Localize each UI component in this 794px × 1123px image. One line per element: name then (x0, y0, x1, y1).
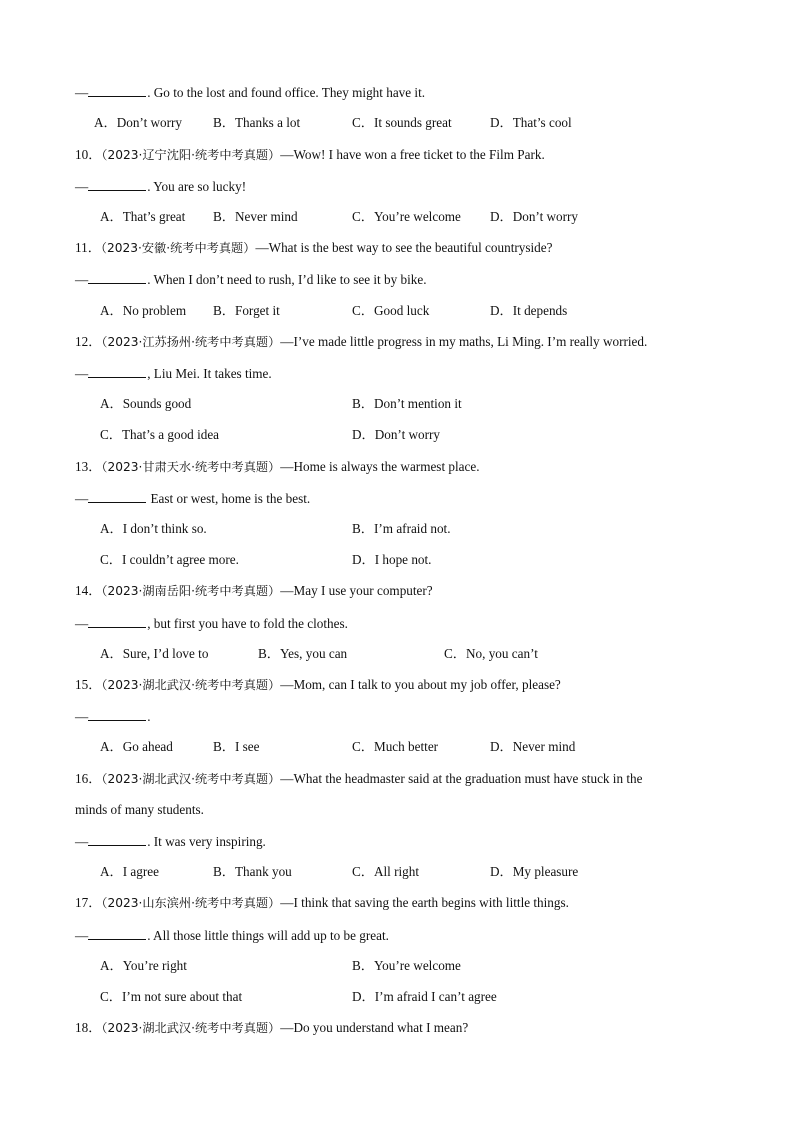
question-text: —Wow! I have won a free ticket to the Film Park. (280, 147, 545, 162)
q14-option-b: B．Yes, you can (258, 646, 348, 661)
q11-question-line (75, 240, 552, 256)
q9-option-b: B．Thanks a lot (213, 115, 301, 130)
q9-option-d: D．That’s cool (490, 115, 572, 130)
q11-option-c: C．Good luck (352, 303, 430, 318)
answer-blank (88, 708, 146, 721)
q18-question-line (75, 1020, 468, 1036)
q17-option-c: C．I’m not sure about that (100, 989, 243, 1004)
dash: — (75, 366, 89, 381)
q15-option-c: C．Much better (352, 739, 439, 754)
question-number: 12． (75, 334, 102, 349)
q17-option-d: D．I’m afraid I can’t agree (352, 989, 497, 1004)
question-text: —Mom, can I talk to you about my job offer, please? (280, 677, 561, 692)
q16-option-b: B．Thank you (213, 864, 292, 879)
q12-option-b: B．Don’t mention it (352, 396, 462, 411)
question-text: —What is the best way to see the beautiful countryside? (255, 240, 553, 255)
answer-blank (88, 927, 146, 940)
question-source: （2023·甘肃天水·统考中考真题） (101, 460, 281, 474)
q15-option-a: A．Go ahead (100, 739, 173, 754)
question-text: —Home is always the warmest place. (280, 459, 480, 474)
q12-option-a: A．Sounds good (100, 396, 192, 411)
q15-option-d: D．Never mind (490, 739, 576, 754)
question-source: （2023·江苏扬州·统考中考真题） (101, 335, 281, 349)
question-source: （2023·安徽·统考中考真题） (100, 241, 256, 255)
q11-answer-text: . When I don’t need to rush, I’d like to see it by bike. (147, 272, 427, 287)
q14-question-line (75, 583, 433, 599)
q15-answer-line (75, 708, 150, 725)
q15-option-b: B．I see (213, 739, 260, 754)
question-source: （2023·湖北武汉·统考中考真题） (101, 772, 281, 786)
question-text: —May I use your computer? (280, 583, 433, 598)
question-source: （2023·湖南岳阳·统考中考真题） (101, 584, 281, 598)
q9-answer-text: . Go to the lost and found office. They might have it. (147, 85, 426, 100)
question-number: 14． (75, 583, 102, 598)
question-number: 17． (75, 895, 102, 910)
q13-option-d: D．I hope not. (352, 552, 432, 567)
answer-blank (88, 365, 146, 378)
dash: — (75, 179, 89, 194)
dash: — (75, 272, 89, 287)
q15-answer-text: . (147, 709, 151, 724)
question-number: 10． (75, 147, 102, 162)
q17-question-line (75, 895, 569, 911)
q17-answer-line (75, 927, 389, 944)
question-source: （2023·山东滨州·统考中考真题） (101, 896, 281, 910)
q11-answer-line (75, 271, 427, 288)
q13-question-line (75, 459, 480, 475)
q10-option-b: B．Never mind (213, 209, 298, 224)
q9-option-a: A．Don’t worry (94, 115, 183, 130)
question-source: （2023·辽宁沈阳·统考中考真题） (101, 148, 281, 162)
q17-answer-text: . All those little things will add up to be great. (147, 928, 389, 943)
q16-option-a: A．I agree (100, 864, 159, 879)
answer-blank (88, 271, 146, 284)
q9-option-c: C．It sounds great (352, 115, 452, 130)
q11-option-b: B．Forget it (213, 303, 280, 318)
question-text: —What the headmaster said at the graduation must have stuck in the (280, 771, 643, 786)
q12-option-c: C．That’s a good idea (100, 427, 220, 442)
q14-answer-line (75, 615, 348, 632)
answer-blank (88, 84, 146, 97)
q10-option-c: C．You’re welcome (352, 209, 461, 224)
q10-option-a: A．That’s great (100, 209, 186, 224)
question-source: （2023·湖北武汉·统考中考真题） (101, 678, 281, 692)
q10-question-line (75, 147, 545, 163)
q14-option-c: C．No, you can’t (444, 646, 538, 661)
q17-option-a: A．You’re right (100, 958, 187, 973)
q16-question-continuation: minds of many students. (75, 802, 204, 817)
dash: — (75, 616, 89, 631)
q12-answer-line (75, 365, 272, 382)
q12-option-d: D．Don’t worry (352, 427, 441, 442)
question-text: —I think that saving the earth begins with little things. (280, 895, 569, 910)
q16-answer-line (75, 833, 266, 850)
q10-option-d: D．Don’t worry (490, 209, 579, 224)
dash: — (75, 709, 89, 724)
q13-option-b: B．I’m afraid not. (352, 521, 451, 536)
q16-question-line (75, 771, 642, 787)
q10-answer-text: . You are so lucky! (147, 179, 247, 194)
answer-blank (88, 490, 146, 503)
q15-question-line (75, 677, 561, 693)
q12-question-line (75, 334, 647, 350)
q16-option-c: C．All right (352, 864, 420, 879)
question-source: （2023·湖北武汉·统考中考真题） (101, 1021, 281, 1035)
q14-option-a: A．Sure, I’d love to (100, 646, 209, 661)
question-number: 13． (75, 459, 102, 474)
answer-blank (88, 833, 146, 846)
q17-option-b: B．You’re welcome (352, 958, 461, 973)
dash: — (75, 85, 89, 100)
q11-option-d: D．It depends (490, 303, 568, 318)
question-number: 15． (75, 677, 102, 692)
answer-blank (88, 178, 146, 191)
dash: — (75, 834, 89, 849)
q13-option-c: C．I couldn’t agree more. (100, 552, 239, 567)
q16-option-d: D．My pleasure (490, 864, 579, 879)
question-number: 11． (75, 240, 101, 255)
q9-answer-line (75, 84, 425, 101)
question-number: 16． (75, 771, 102, 786)
dash: — (75, 928, 89, 943)
question-number: 18． (75, 1020, 102, 1035)
q12-answer-text: , Liu Mei. It takes time. (147, 366, 272, 381)
q16-answer-text: . It was very inspiring. (147, 834, 266, 849)
q11-option-a: A．No problem (100, 303, 187, 318)
question-text: —Do you understand what I mean? (280, 1020, 469, 1035)
question-text: —I’ve made little progress in my maths, Li Ming. I’m really worried. (280, 334, 648, 349)
q10-answer-line (75, 178, 246, 195)
q13-answer-line (75, 490, 310, 507)
q13-answer-text: East or west, home is the best. (147, 491, 311, 506)
dash: — (75, 491, 89, 506)
q14-answer-text: , but first you have to fold the clothes. (147, 616, 348, 631)
q13-option-a: A．I don’t think so. (100, 521, 207, 536)
answer-blank (88, 615, 146, 628)
